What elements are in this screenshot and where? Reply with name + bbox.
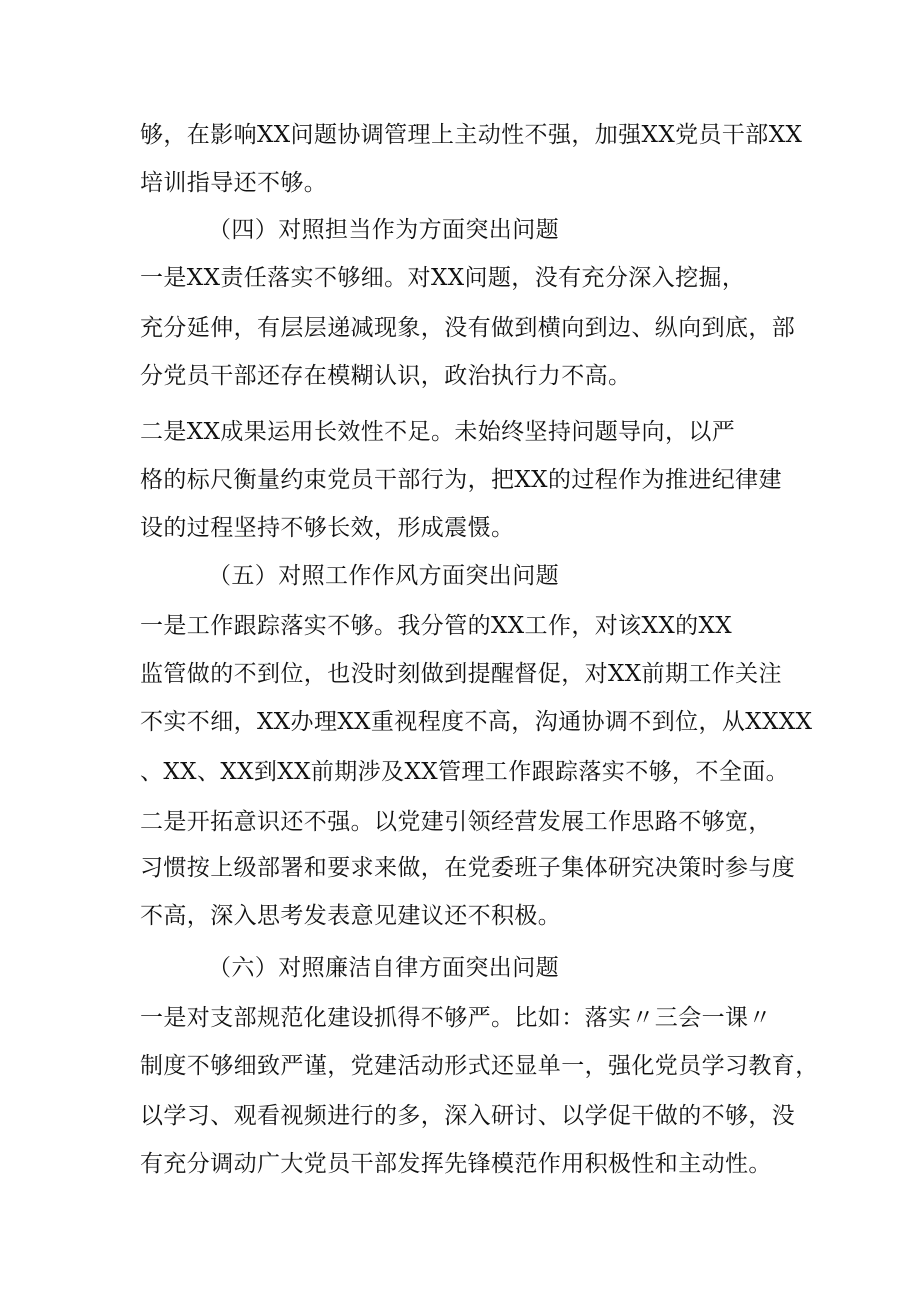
- body-text-line: 培训指导还不够。: [140, 170, 328, 196]
- body-text-line: 不高，深入思考发表意见建议还不积极。: [140, 903, 562, 929]
- body-text-line: 二是开拓意识还不强。以党建引领经营发展工作思路不够宽，: [140, 809, 772, 835]
- body-text-line: 习惯按上级部署和要求来做，在党委班子集体研究决策时参与度: [140, 855, 796, 881]
- body-text-line: 格的标尺衡量约束党员干部行为，把XX的过程作为推进纪律建: [140, 467, 782, 493]
- section-heading-4: （四）对照担当作为方面突出问题: [208, 217, 559, 243]
- body-text-line: 分党员干部还存在模糊认识，政治执行力不高。: [140, 363, 632, 389]
- body-text-line: 二是XX成果运用长效性不足。未始终坚持问题导向，以严: [140, 419, 736, 445]
- body-text-line: 够，在影响XX问题协调管理上主动性不强，加强XX党员干部XX: [140, 122, 803, 148]
- body-text-line: 设的过程坚持不够长效，形成震慑。: [140, 515, 515, 541]
- body-text-line: 以学习、观看视频进行的多，深入研讨、以学促干做的不够，没: [140, 1103, 796, 1129]
- body-text-line: 一是工作跟踪落实不够。我分管的XX工作，对该XX的XX: [140, 613, 733, 639]
- body-text-line: 一是XX责任落实不够细。对XX问题，没有充分深入挖掘，: [140, 265, 746, 291]
- body-text-line: 有充分调动广大党员干部发挥先锋模范作用积极性和主动性。: [140, 1151, 772, 1177]
- body-text-line: 、XX、XX到XX前期涉及XX管理工作跟踪落实不够，不全面。: [140, 759, 789, 785]
- section-heading-5: （五）对照工作作风方面突出问题: [208, 563, 559, 589]
- body-text-line: 充分延伸，有层层递减现象，没有做到横向到边、纵向到底，部: [140, 315, 796, 341]
- body-text-line: 制度不够细致严谨，党建活动形式还显单一，强化党员学习教育，: [140, 1053, 819, 1079]
- section-heading-6: （六）对照廉洁自律方面突出问题: [208, 955, 559, 981]
- body-text-line: 监管做的不到位，也没时刻做到提醒督促，对XX前期工作关注: [140, 661, 782, 687]
- body-text-line: 一是对支部规范化建设抓得不够严。比如：落实〃三会一课〃: [140, 1005, 772, 1031]
- body-text-line: 不实不细，XX办理XX重视程度不高，沟通协调不到位，从XXXX: [140, 709, 813, 735]
